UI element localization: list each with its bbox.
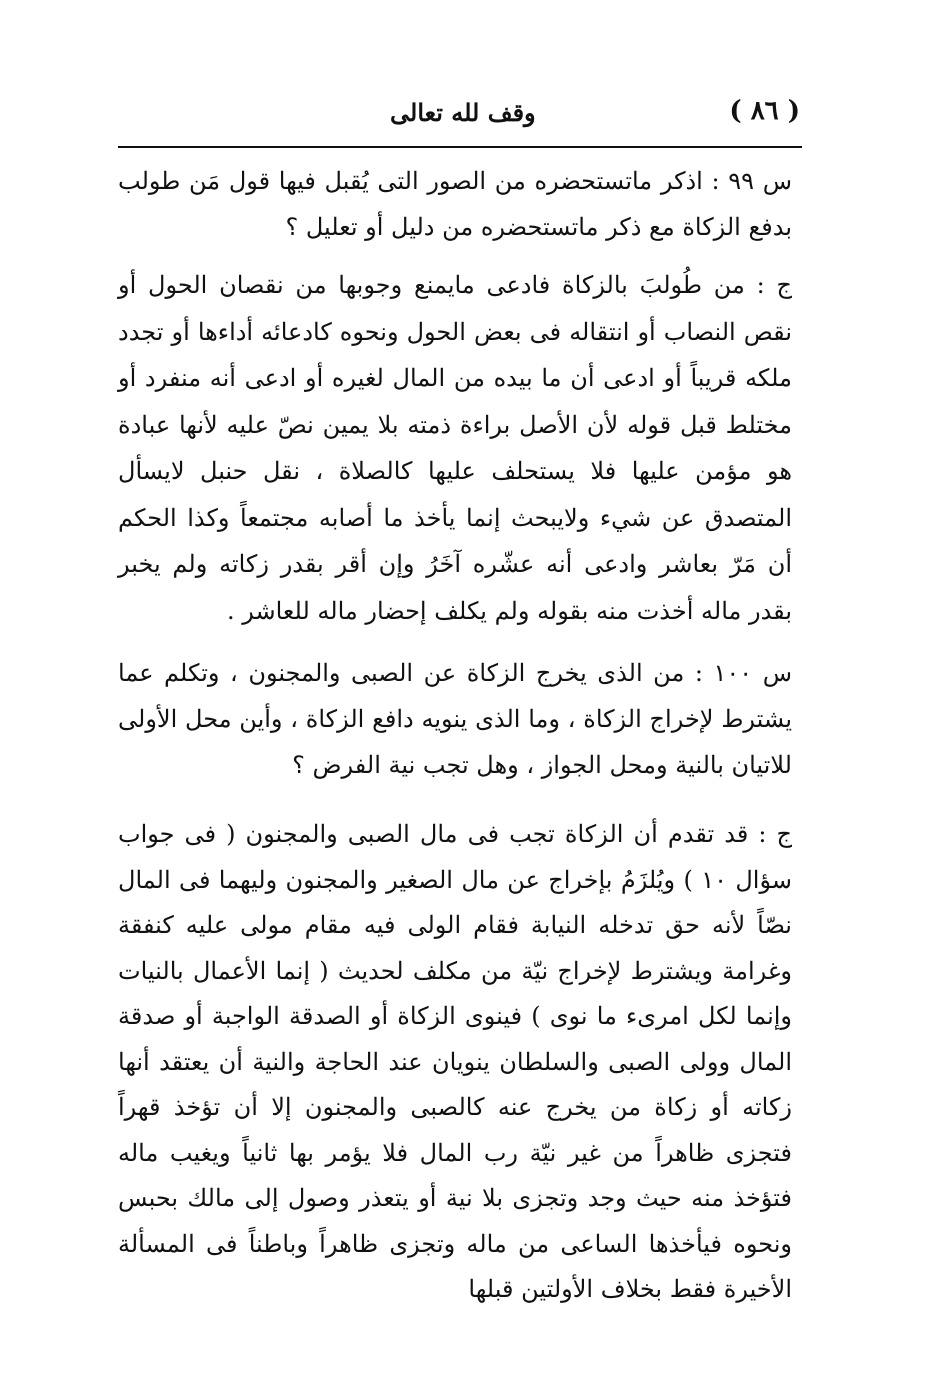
- running-head: وقف لله تعالى: [390, 98, 536, 127]
- answer-100: ج : قد تقدم أن الزكاة تجب فى مال الصبى والمجنون ( فى جواب سؤال ١٠ ) ويُلزَمُ بإخراج عن مال الصغير والمجنون وليهما فى المال نصّاً لأنه حق تدخله النيابة فقام الولى فيه مقام مولى عليه كنفقة وغرامة ويشترط لإخراج نيّة من مكلف لحديث ( إنما الأعمال بالنيات وإنما لكل امرىء ما نوى ) فينوى الزكاة أو الصدقة الواجبة أو صدقة المال وولى الصبى والسلطان ينويان عند الحاجة والنية أن يعتقد أنها زكاته أو زكاة من يخرج عنه كالصبى والمجنون إلا أن تؤخذ قهراً فتجزى ظاهراً من غير نيّة رب المال فلا يؤمر بها ثانياً ويغيب ماله فتؤخذ منه حيث وجد وتجزى بلا نية أو يتعذر وصول إلى مالك بحبس ونحوه فيأخذها الساعى من ماله وتجزى ظاهراً وباطناً فى المسألة الأخيرة فقط بخلاف الأولتين قبلها: [118, 820, 793, 1303]
- question-100: س ١٠٠ : من الذى يخرج الزكاة عن الصبى والمجنون ، وتكلم عما يشترط لإخراج الزكاة ، وما الذى ينويه دافع الزكاة ، وأين محل الأولى للاتيان بالنية ومحل الجواز ، وهل تجب نية الفرض ؟: [118, 659, 792, 779]
- answer-99: ج : من طُولبَ بالزكاة فادعى مايمنع وجوبها من نقصان الحول أو نقص النصاب أو انتقاله فى بعض الحول ونحوه كادعائه أداءها أو تجدد ملكه قريباً أو ادعى أن ما بيده من المال لغيره أو ادعى أنه منفرد أو مختلط قبل قوله لأن الأصل براءة ذمته بلا يمين نصّ عليه لأنها عبادة هو مؤمن عليها فلا يستحلف عليها كالصلاة ، نقل حنبل لايسأل المتصدق عن شيء ولايبحث إنما يأخذ ما أصابه مجتمعاً وكذا الحكم أن مَرّ بعاشر وادعى أنه عشّره آخَرُ وإن أقر بقدر زكاته ولم يخبر بقدر ماله أخذت منه بقوله ولم يكلف إحضار ماله للعاشر .: [118, 271, 792, 625]
- page-header: [120, 96, 800, 140]
- question-99: س ٩٩ : اذكر ماتستحضره من الصور التى يُقبل فيها قول مَن طولب بدفع الزكاة مع ذكر ماتستحضره من دليل أو تعليل ؟: [118, 167, 793, 241]
- header-rule: [118, 146, 802, 148]
- page-number: ( ٨٦ ): [729, 96, 800, 126]
